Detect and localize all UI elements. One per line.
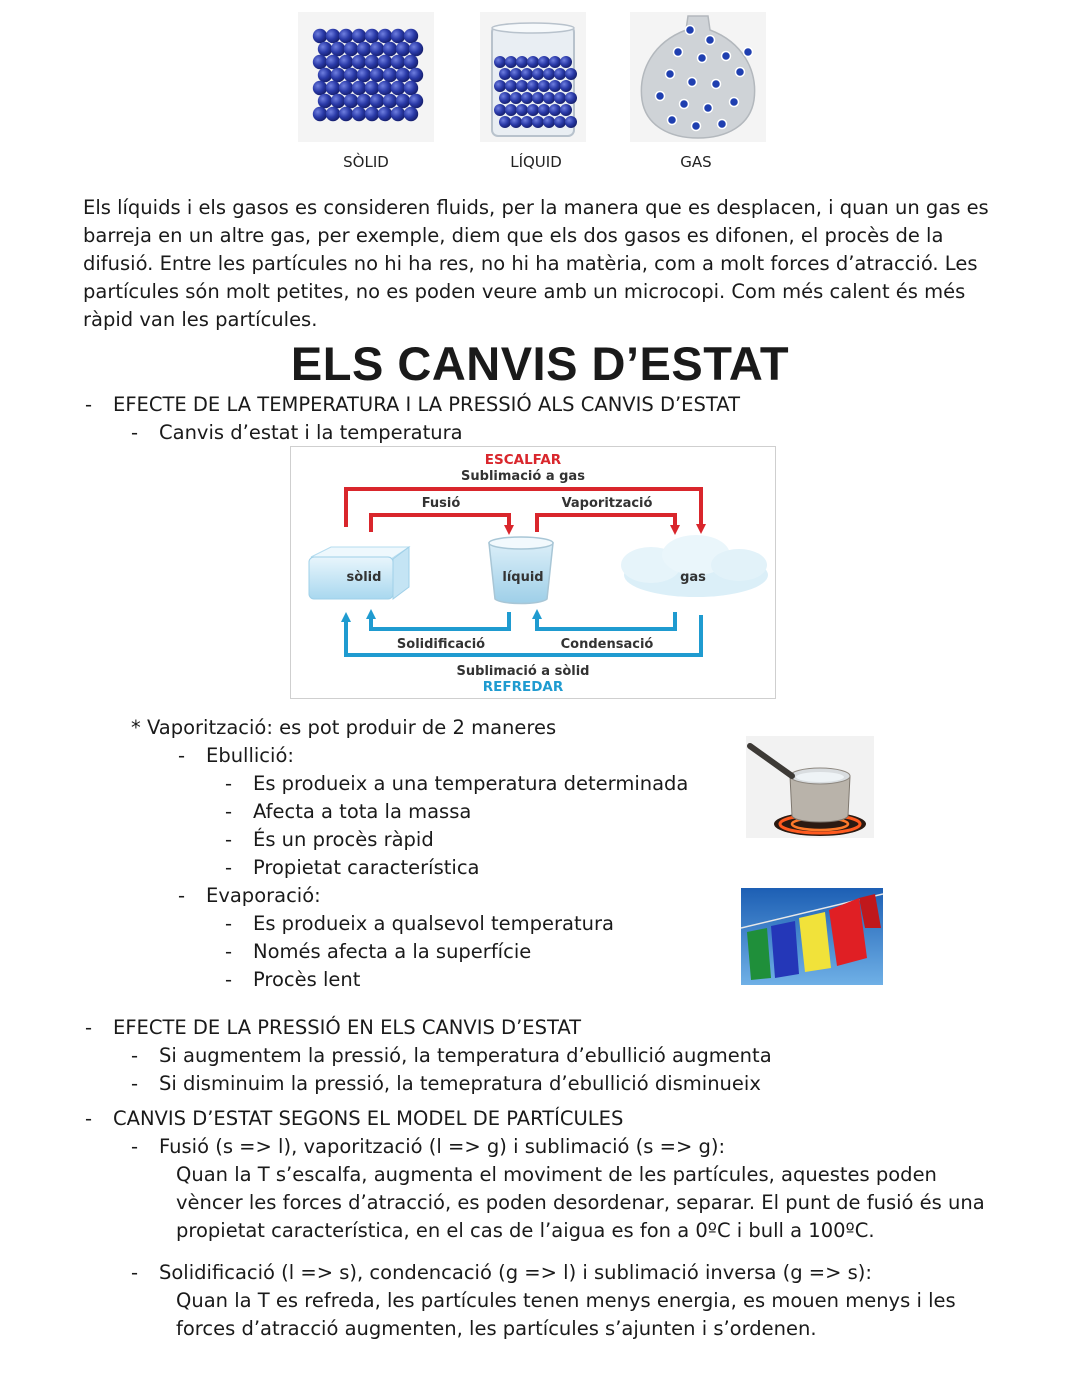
diagram-vaporization: Vaporització <box>561 496 653 511</box>
particle <box>313 107 327 121</box>
page-title: ELS CANVIS D’ESTAT <box>290 337 790 390</box>
particle <box>686 26 695 35</box>
particle <box>554 116 566 128</box>
section3-item2-title <box>131 1259 872 1287</box>
particle <box>505 56 517 68</box>
particle <box>543 68 555 80</box>
particle <box>404 29 418 43</box>
particle <box>549 104 561 116</box>
diagram-fusion: Fusió <box>421 496 461 511</box>
particle <box>318 42 332 56</box>
evaporation-item: Només afecta a la superfície <box>253 940 532 963</box>
particle <box>722 52 731 61</box>
particle <box>365 55 379 69</box>
gas-label: GAS <box>680 153 712 171</box>
diagram-condensation: Condensació <box>560 637 654 652</box>
particle <box>698 54 707 63</box>
bullet-dash: - <box>225 800 233 823</box>
section2-item-text: Si disminuim la pressió, la temepratura d’ebullició disminueix <box>159 1072 761 1095</box>
particle <box>505 104 517 116</box>
particle <box>560 80 572 92</box>
section2-item <box>131 1042 772 1070</box>
boiling-heading-text: Ebullició: <box>206 744 294 767</box>
particle <box>554 92 566 104</box>
particle <box>352 29 366 43</box>
particle <box>538 56 550 68</box>
boiling-item: Propietat característica <box>253 856 480 879</box>
intro-paragraph: Els líquids i els gasos es consideren fluids, per la manera que es desplacen, i quan un gas es barreja en un altre gas, per exemple, diem que els dos gasos es difonen, el procès de la difusió. Entre les partícules no hi ha res, no hi ha matèria, com a molt forces d’atracció. Les partícules són molt petites, no es poden veure amb un microcopi. Com més calent és més ràpid van les partícules. <box>83 196 989 331</box>
solid-particles-image <box>298 12 434 142</box>
particle <box>730 98 739 107</box>
particle <box>409 68 423 82</box>
particle <box>712 80 721 89</box>
list-item <box>225 770 688 798</box>
particle <box>521 116 533 128</box>
section2-item <box>131 1070 761 1098</box>
particle <box>396 68 410 82</box>
diagram-solid: sòlid <box>346 570 382 585</box>
particle <box>510 92 522 104</box>
particle <box>326 29 340 43</box>
particle <box>521 92 533 104</box>
particle <box>331 42 345 56</box>
bullet-dash: - <box>225 856 233 879</box>
section3-item2-text: Quan la T es refreda, les partícules tenen menys energia, es mouen menys i les forces d’atracció augmenten, les partícules s’ajunten i s’ordenen. <box>176 1289 956 1340</box>
particle <box>527 80 539 92</box>
clothesline-image <box>741 888 883 985</box>
particle <box>688 78 697 87</box>
bullet-dash: - <box>85 1016 93 1039</box>
particle <box>744 48 753 57</box>
evaporation-list <box>225 910 614 994</box>
list-item <box>225 826 688 854</box>
particle <box>352 55 366 69</box>
particle <box>560 56 572 68</box>
section2-heading-text: EFECTE DE LA PRESSIÓ EN ELS CANVIS D’ESTAT <box>113 1016 582 1039</box>
particle <box>365 29 379 43</box>
particle <box>344 94 358 108</box>
particle <box>326 107 340 121</box>
boiling-heading <box>178 742 294 770</box>
bullet-dash: - <box>225 912 233 935</box>
section1-sub-text: Canvis d’estat i la temperatura <box>159 421 463 444</box>
bullet-dash: - <box>225 940 233 963</box>
particle <box>318 94 332 108</box>
bullet-dash: - <box>225 772 233 795</box>
particle <box>326 81 340 95</box>
particle <box>378 81 392 95</box>
diagram-sublimation-gas: Sublimació a gas <box>461 469 585 484</box>
particle <box>370 68 384 82</box>
list-item <box>225 938 614 966</box>
particle <box>378 55 392 69</box>
particle <box>352 107 366 121</box>
state-change-diagram <box>290 446 776 699</box>
particle <box>674 48 683 57</box>
solid-label: SÒLID <box>343 153 389 171</box>
particle <box>370 42 384 56</box>
particle <box>313 81 327 95</box>
bullet-dash: - <box>178 884 186 907</box>
gas-particles-image <box>630 12 766 142</box>
particle <box>339 55 353 69</box>
evaporation-heading <box>178 882 321 910</box>
section2-heading <box>85 1014 581 1042</box>
particle <box>538 80 550 92</box>
diagram-gas: gas <box>680 570 706 585</box>
particle <box>666 70 675 79</box>
particle <box>318 68 332 82</box>
boiling-item: Afecta a tota la massa <box>253 800 472 823</box>
list-item <box>225 854 688 882</box>
section1-heading-text: EFECTE DE LA TEMPERATURA I LA PRESSIÓ ALS CANVIS D’ESTAT <box>113 393 741 416</box>
particle <box>532 68 544 80</box>
boiling-list <box>225 770 688 882</box>
particle <box>404 55 418 69</box>
particle <box>331 68 345 82</box>
particle <box>339 29 353 43</box>
particle <box>365 107 379 121</box>
particle <box>344 42 358 56</box>
bullet-dash: - <box>131 1261 139 1284</box>
particle <box>494 80 506 92</box>
particle <box>565 116 577 128</box>
particle <box>391 55 405 69</box>
boiling-item: Es produeix a una temperatura determinada <box>253 772 689 795</box>
particle <box>383 94 397 108</box>
bullet-dash: - <box>225 968 233 991</box>
particle <box>505 80 517 92</box>
particle <box>404 81 418 95</box>
particle <box>494 104 506 116</box>
particle <box>357 68 371 82</box>
evaporation-item: Es produeix a qualsevol temperatura <box>253 912 614 935</box>
section3-heading-text: CANVIS D’ESTAT SEGONS EL MODEL DE PARTÍCULES <box>113 1107 624 1130</box>
particle <box>543 92 555 104</box>
list-item <box>225 910 614 938</box>
bullet-dash: - <box>131 421 139 444</box>
particle <box>527 104 539 116</box>
particle <box>404 107 418 121</box>
vaporization-intro: * Vaporització: es pot produir de 2 maneres <box>131 716 557 739</box>
list-item <box>225 966 614 994</box>
particle <box>565 92 577 104</box>
particle <box>391 81 405 95</box>
particle <box>668 116 677 125</box>
particle <box>383 42 397 56</box>
particle <box>339 81 353 95</box>
particle <box>532 116 544 128</box>
section3-item2-title-text: Solidificació (l => s), condencació (g => l) i sublimació inversa (g => s): <box>159 1261 872 1284</box>
section3-item1-title <box>131 1133 725 1161</box>
liquid-particles-image <box>480 12 586 142</box>
particle <box>396 42 410 56</box>
particle <box>521 68 533 80</box>
liquid-label: LÍQUID <box>510 153 562 171</box>
section3-heading <box>85 1105 623 1133</box>
particle <box>565 68 577 80</box>
diagram-cool: REFREDAR <box>482 679 564 695</box>
particle <box>706 36 715 45</box>
particle <box>357 42 371 56</box>
boiling-item: És un procès ràpid <box>253 828 434 851</box>
particle <box>554 68 566 80</box>
particle <box>357 94 371 108</box>
section1-sub <box>131 419 463 447</box>
particle <box>352 81 366 95</box>
bullet-dash: - <box>85 393 93 416</box>
particle <box>499 92 511 104</box>
particle <box>499 116 511 128</box>
particle <box>370 94 384 108</box>
particle <box>365 81 379 95</box>
particle <box>409 42 423 56</box>
particle <box>331 94 345 108</box>
particle <box>736 68 745 77</box>
particle <box>378 29 392 43</box>
particle <box>516 104 528 116</box>
particle <box>391 107 405 121</box>
section2-item-text: Si augmentem la pressió, la temperatura d’ebullició augmenta <box>159 1044 772 1067</box>
bullet-dash: - <box>131 1044 139 1067</box>
diagram-solidification: Solidificació <box>396 637 486 652</box>
section3-item1-text: Quan la T s’escalfa, augmenta el moviment de les partícules, aquestes poden vèncer les forces d’atracció, es poden desordenar, separar. El punt de fusió és una propietat característica, en el cas de l’aigua es fon a 0ºC i bull a 100ºC. <box>176 1163 985 1242</box>
bullet-dash: - <box>85 1107 93 1130</box>
particle <box>494 56 506 68</box>
evaporation-item: Procès lent <box>253 968 361 991</box>
particle <box>499 68 511 80</box>
particle <box>718 120 727 129</box>
particle <box>549 56 561 68</box>
particle <box>516 80 528 92</box>
bullet-dash: - <box>131 1072 139 1095</box>
particle <box>527 56 539 68</box>
particle <box>339 107 353 121</box>
particle <box>313 29 327 43</box>
particle <box>383 68 397 82</box>
particle <box>391 29 405 43</box>
list-item <box>225 798 688 826</box>
diagram-sublimation-solid: Sublimació a sòlid <box>456 664 590 679</box>
bullet-dash: - <box>178 744 186 767</box>
boiling-pot-image <box>746 736 874 838</box>
particle <box>510 116 522 128</box>
particle <box>656 92 665 101</box>
evaporation-heading-text: Evaporació: <box>206 884 321 907</box>
particle <box>378 107 392 121</box>
particle <box>549 80 561 92</box>
particle <box>409 94 423 108</box>
diagram-liquid: líquid <box>502 570 544 585</box>
section1-heading <box>85 391 740 419</box>
bullet-dash: - <box>131 1135 139 1158</box>
diagram-heat: ESCALFAR <box>484 452 562 468</box>
particle <box>396 94 410 108</box>
particle <box>543 116 555 128</box>
bullet-dash: - <box>225 828 233 851</box>
particle <box>532 92 544 104</box>
particle <box>680 100 689 109</box>
particle <box>344 68 358 82</box>
particle <box>510 68 522 80</box>
section3-item1-title-text: Fusió (s => l), vaporització (l => g) i sublimació (s => g): <box>159 1135 726 1158</box>
particle <box>538 104 550 116</box>
cloud-icon <box>621 535 768 597</box>
particle <box>516 56 528 68</box>
particle <box>704 104 713 113</box>
particle <box>560 104 572 116</box>
particle <box>692 122 701 131</box>
particle <box>313 55 327 69</box>
particle <box>326 55 340 69</box>
